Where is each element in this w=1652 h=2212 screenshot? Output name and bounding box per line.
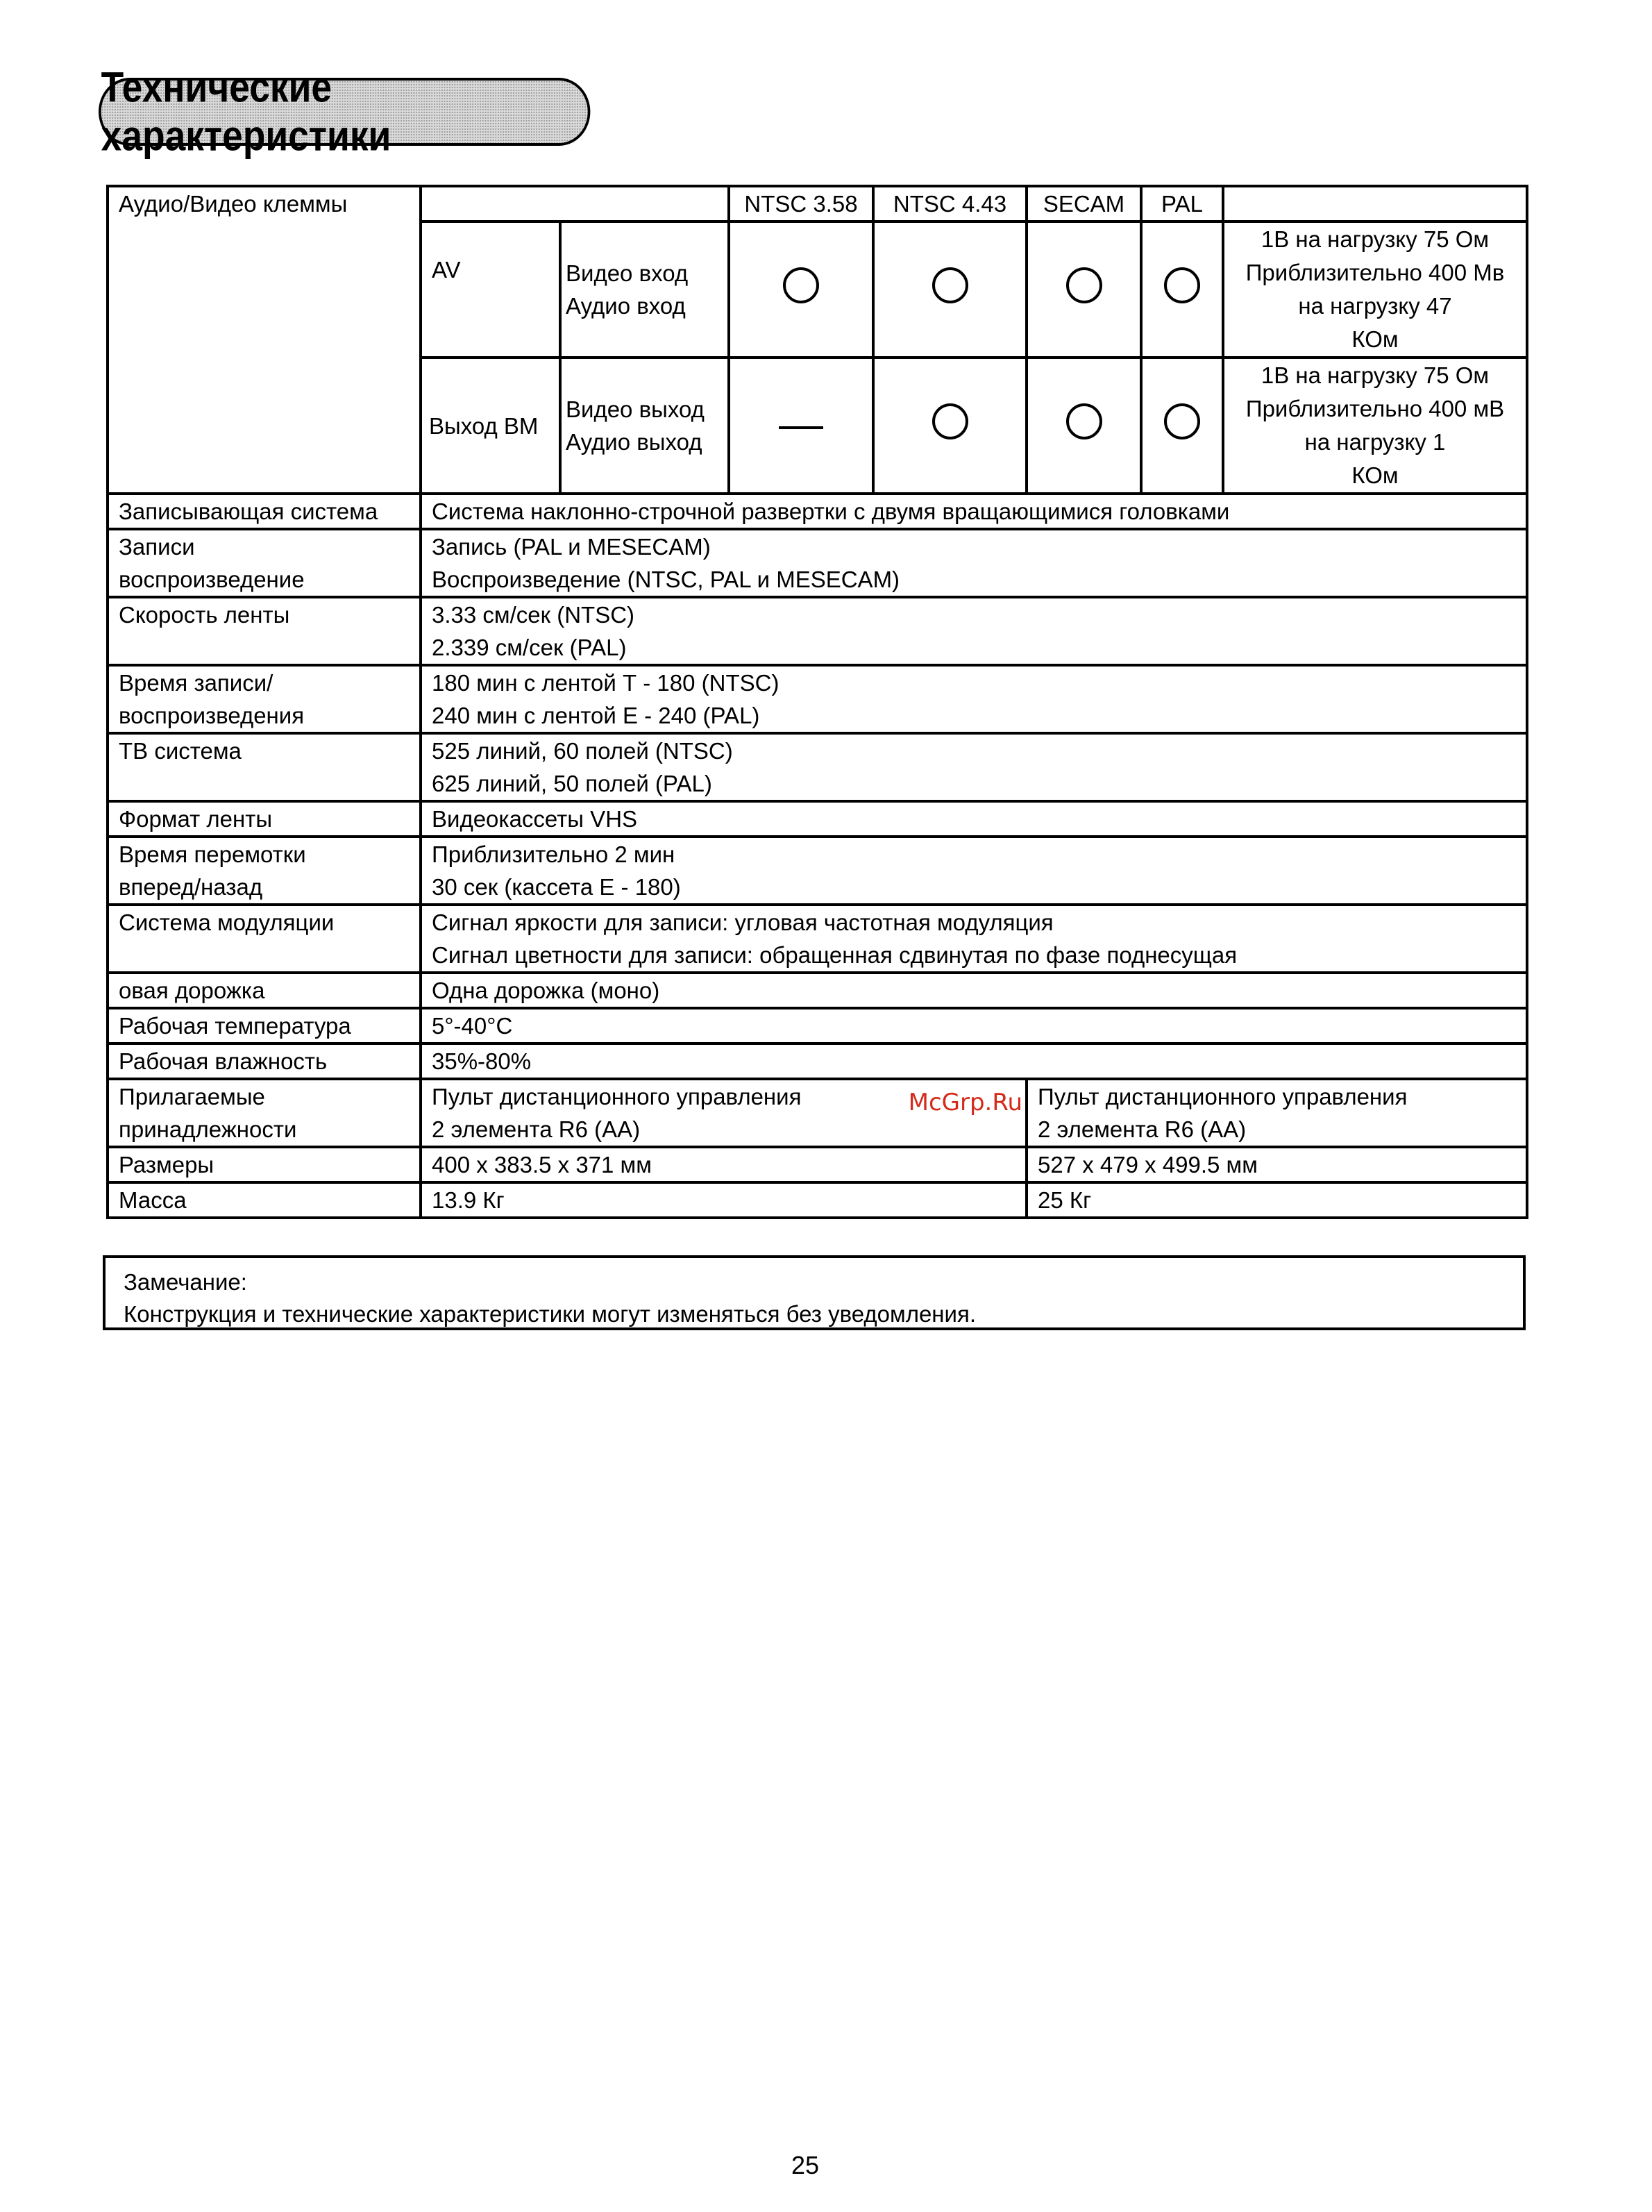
spec-value: 180 мин с лентой Т - 180 (NTSC) 240 мин с лентой Е - 240 (PAL) <box>421 665 1527 733</box>
note-heading: Замечание: <box>124 1269 247 1295</box>
signal-label: Видео выход <box>566 396 705 422</box>
dash-icon <box>779 426 823 429</box>
av-row-name: AV <box>421 221 560 358</box>
spec-row <box>108 597 1527 665</box>
systems-header-row <box>108 186 1527 221</box>
spec-row <box>108 494 1527 529</box>
spec-value: 5°-40°С <box>421 1008 1527 1044</box>
circle-icon <box>932 267 968 303</box>
spec-label: Система модуляции <box>108 905 421 973</box>
spec-label: ТВ система <box>108 733 421 801</box>
spec-value: 3.33 см/сек (NTSC) 2.339 см/сек (PAL) <box>421 597 1527 665</box>
spec-value-right: Пульт дистанционного управления 2 элемента R6 (АА) <box>1027 1079 1527 1147</box>
spec-label: Рабочая влажность <box>108 1044 421 1079</box>
output-row-name: Выход ВМ <box>421 358 560 494</box>
spec-label: Время записи/ воспроизведения <box>108 665 421 733</box>
support-ntsc358 <box>729 221 873 358</box>
spec-row <box>108 973 1527 1008</box>
spec-value: Приблизительно 2 мин 30 сек (кассета Е - 180) <box>421 837 1527 905</box>
spec-row <box>108 1044 1527 1079</box>
spec-split-row <box>108 1079 1527 1147</box>
spec-value-right: 527 x 479 x 499.5 мм <box>1027 1147 1527 1182</box>
spec-label: Размеры <box>108 1147 421 1182</box>
av-row-signals <box>560 221 729 358</box>
spec-label: Записывающая система <box>108 494 421 529</box>
spec-value: 525 линий, 60 полей (NTSC) 625 линий, 50 полей (PAL) <box>421 733 1527 801</box>
page-number: 25 <box>791 2151 820 2179</box>
spec-row <box>108 529 1527 597</box>
circle-icon <box>1164 403 1200 439</box>
system-ntsc358: NTSC 3.58 <box>729 186 873 221</box>
spec-label: Формат ленты <box>108 801 421 837</box>
spec-row <box>108 665 1527 733</box>
spec-value: Одна дорожка (моно) <box>421 973 1527 1008</box>
spec-value: Система наклонно-строчной развертки с двумя вращающимися головками <box>421 494 1527 529</box>
spec-split-row <box>108 1182 1527 1218</box>
spec-row <box>108 733 1527 801</box>
circle-icon <box>932 403 968 439</box>
system-secam: SECAM <box>1027 186 1141 221</box>
spec-value: Запись (PAL и MESECAM) Воспроизведение (NTSC, PAL и MESECAM) <box>421 529 1527 597</box>
spec-label: Рабочая температура <box>108 1008 421 1044</box>
spec-label: Прилагаемые принадлежности <box>108 1079 421 1147</box>
spec-value-left: 13.9 Кг <box>421 1182 1027 1218</box>
support-secam <box>1027 358 1141 494</box>
note-box <box>103 1255 1526 1330</box>
empty-level-header <box>1223 186 1527 221</box>
support-secam <box>1027 221 1141 358</box>
watermark: McGrp.Ru <box>908 1089 1022 1116</box>
support-ntsc443 <box>873 358 1027 494</box>
empty-header-cell <box>421 186 729 221</box>
signal-label: Видео вход <box>566 260 689 286</box>
support-ntsc443 <box>873 221 1027 358</box>
spec-row <box>108 837 1527 905</box>
av-terminals-label: Аудио/Видео клеммы <box>108 186 421 494</box>
circle-icon <box>1066 267 1102 303</box>
av-input-levels: 1В на нагрузку 75 Ом Приблизительно 400 Мв на нагрузку 47 КОм <box>1223 221 1527 358</box>
circle-icon <box>783 267 819 303</box>
spec-table <box>106 185 1528 1219</box>
spec-row <box>108 1008 1527 1044</box>
vcr-output-levels: 1В на нагрузку 75 Ом Приблизительно 400 мВ на нагрузку 1 КОм <box>1223 358 1527 494</box>
spec-value-left: Пульт дистанционного управления 2 элемента R6 (АА) McGrp.Ru <box>421 1079 1027 1147</box>
spec-value: 35%-80% <box>421 1044 1527 1079</box>
note-text: Конструкция и технические характеристики могут изменяться без уведомления. <box>124 1301 976 1327</box>
spec-label: Записи воспроизведение <box>108 529 421 597</box>
spec-split-row <box>108 1147 1527 1182</box>
spec-row <box>108 905 1527 973</box>
spec-value: Сигнал яркости для записи: угловая частотная модуляция Сигнал цветности для записи: обращенная сдвинутая по фазе поднесущая <box>421 905 1527 973</box>
signal-label: Аудио выход <box>566 429 702 455</box>
spec-label: Масса <box>108 1182 421 1218</box>
spec-value-left: 400 x 383.5 x 371 мм <box>421 1147 1027 1182</box>
circle-icon <box>1066 403 1102 439</box>
support-pal <box>1141 221 1223 358</box>
support-ntsc358 <box>729 358 873 494</box>
spec-label: Время перемотки вперед/назад <box>108 837 421 905</box>
system-pal: PAL <box>1141 186 1223 221</box>
support-pal <box>1141 358 1223 494</box>
spec-label: Скорость ленты <box>108 597 421 665</box>
system-ntsc443: NTSC 4.43 <box>873 186 1027 221</box>
page-title: Технические характеристики <box>101 63 391 160</box>
page-title-badge <box>99 63 590 160</box>
signal-label: Аудио вход <box>566 293 686 319</box>
spec-value-right: 25 Кг <box>1027 1182 1527 1218</box>
output-row-signals <box>560 358 729 494</box>
spec-value: Видеокассеты VHS <box>421 801 1527 837</box>
circle-icon <box>1164 267 1200 303</box>
spec-label: овая дорожка <box>108 973 421 1008</box>
spec-row <box>108 801 1527 837</box>
